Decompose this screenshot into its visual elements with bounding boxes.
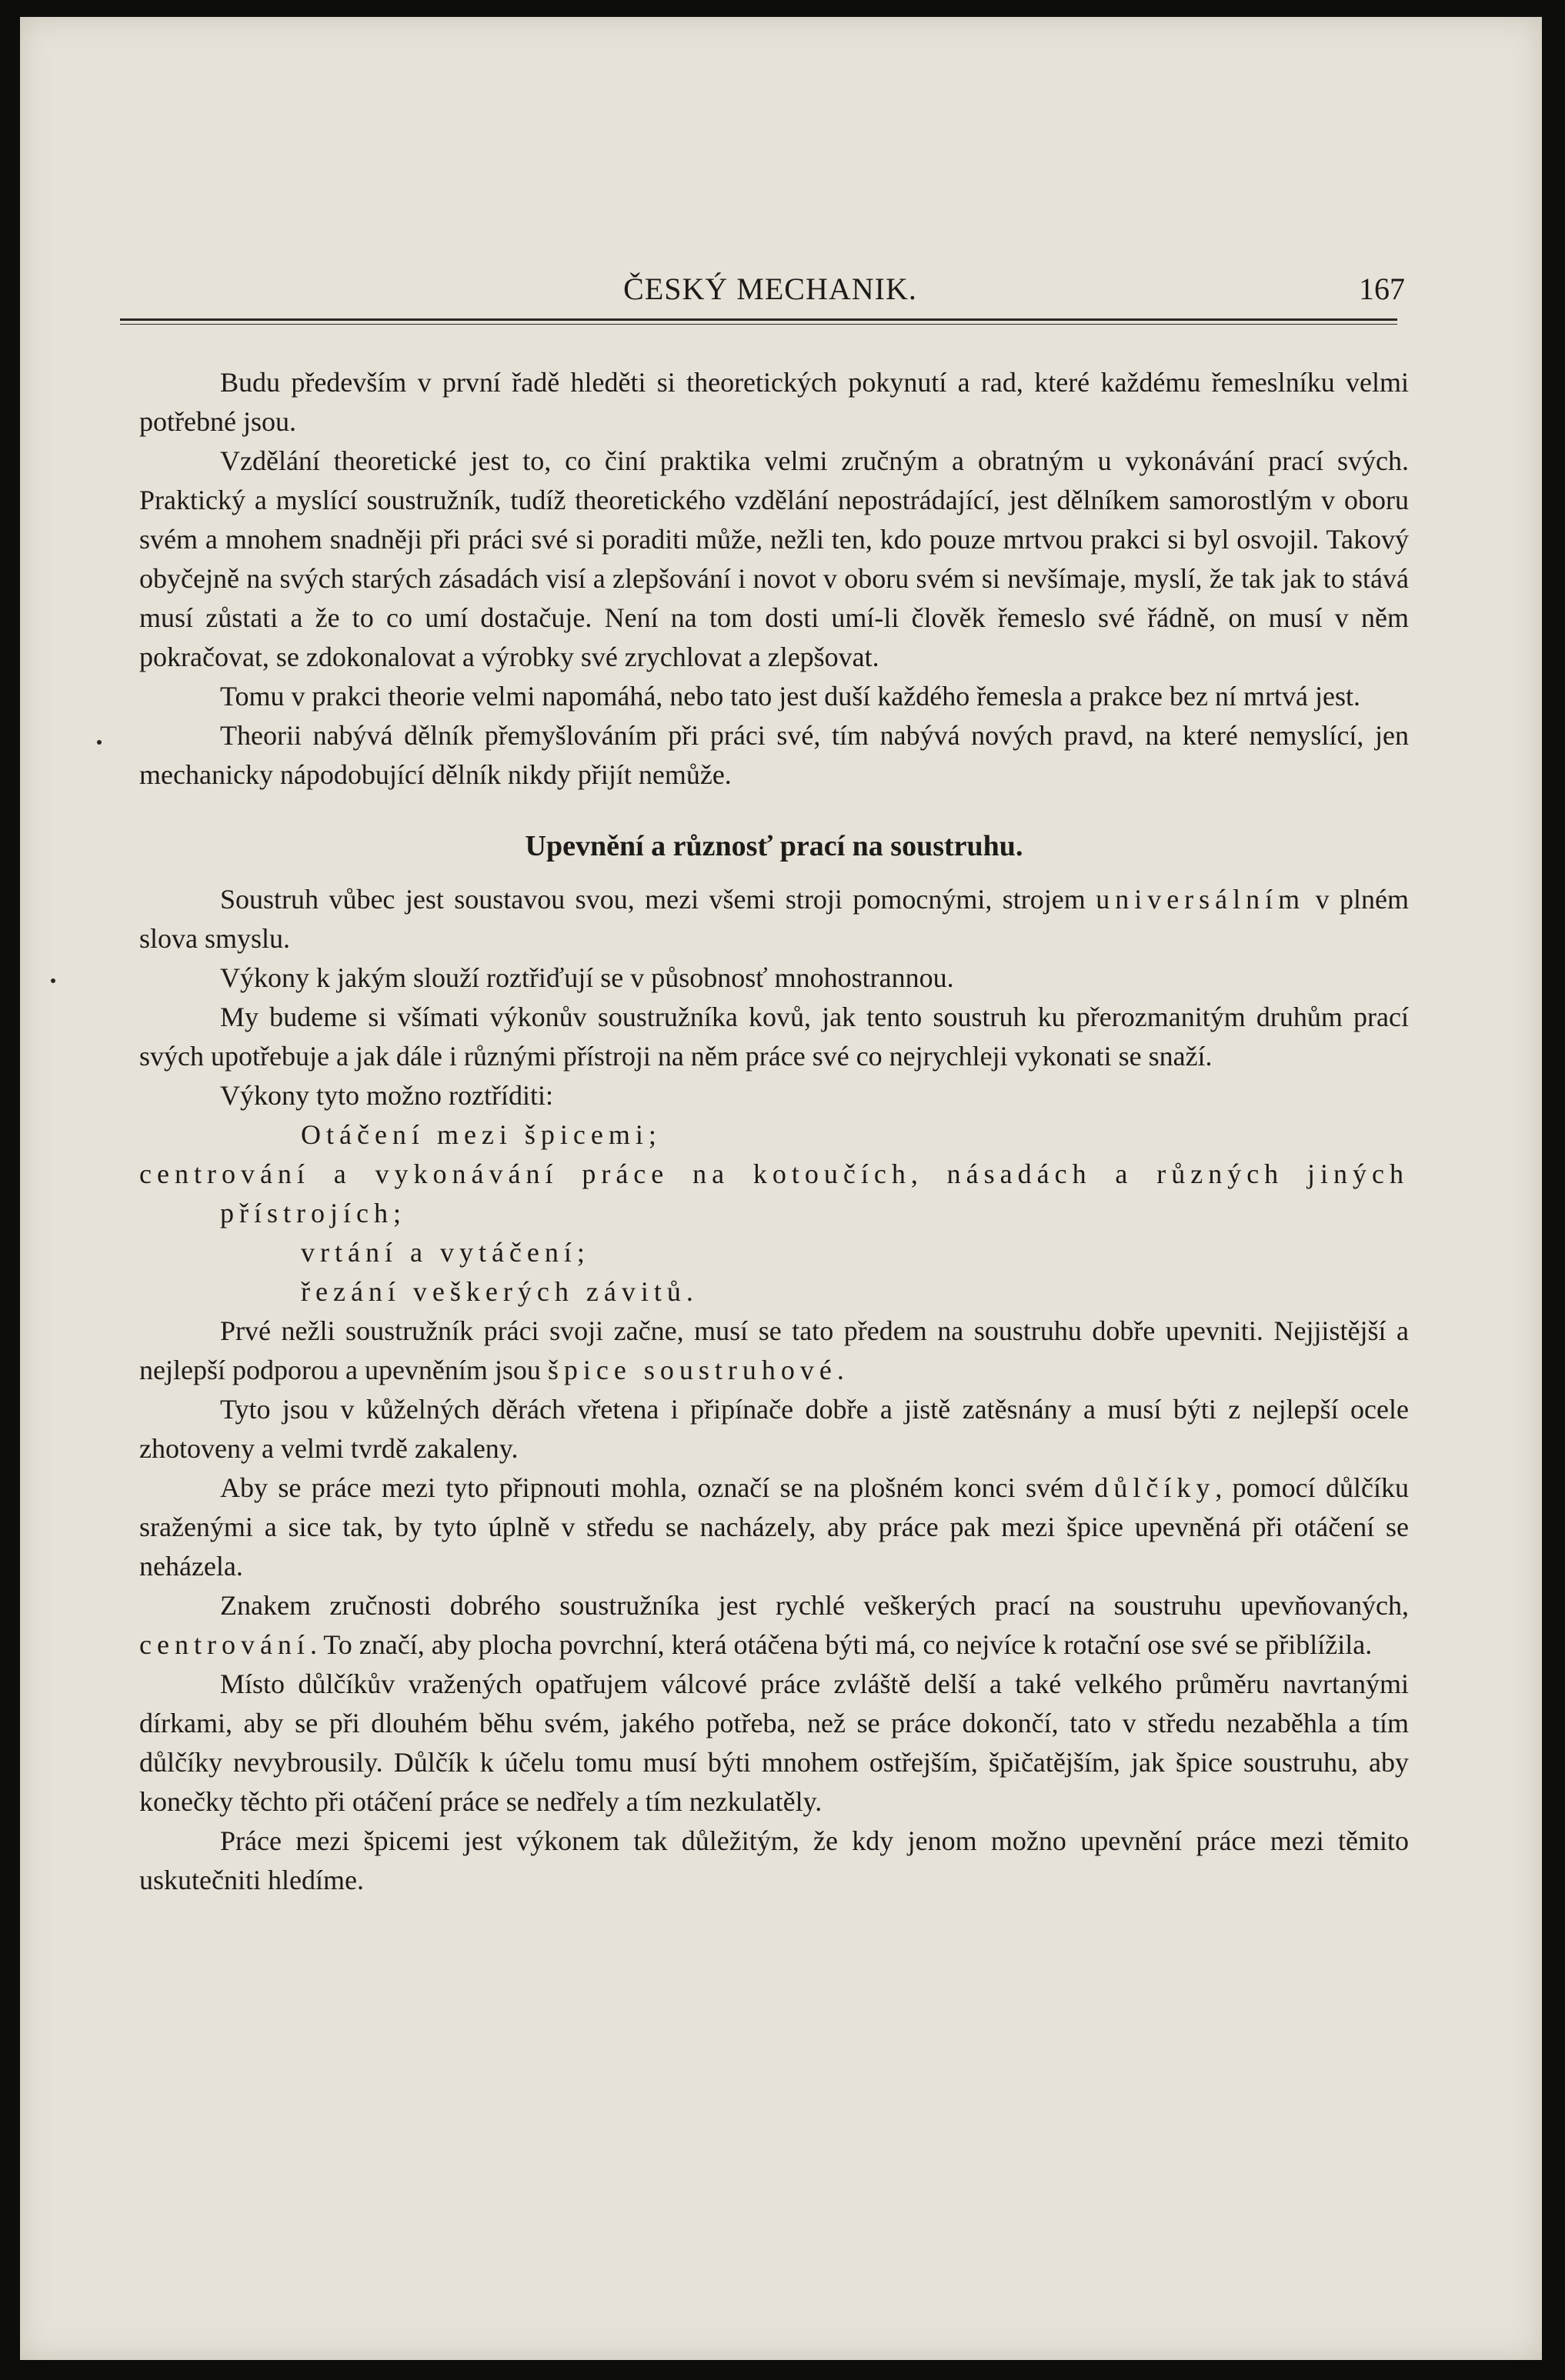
paragraph: My budeme si všímati výkonův soustružníka kovů, jak tento soustruh ku přerozmanitým druhům prací svých upotřebuje a jak dále i různými přístroji na něm práce své co nejrychleji vykonati se snaží. — [139, 1002, 1409, 1072]
emphasized-term: centrování — [139, 1629, 310, 1660]
page-body — [139, 363, 1409, 1900]
paragraph: Theorii nabývá dělník přemyšlováním při práci své, tím nabývá nových pravd, na které nemyslící, jen mechanicky nápodobující dělník nikdy přijít nemůže. — [139, 720, 1409, 790]
emphasized-term: universálním — [1096, 884, 1306, 915]
text-run: Soustruh vůbec jest soustavou svou, mezi všemi stroji pomocnými, strojem — [220, 884, 1096, 915]
text-run: . — [836, 1355, 844, 1385]
header-rule — [120, 318, 1397, 325]
scanned-page — [20, 17, 1542, 2360]
paragraph — [139, 880, 1409, 958]
margin-mark — [97, 740, 102, 745]
page-number: 167 — [1359, 272, 1405, 306]
paragraph: Budu především v první řadě hleděti si theoretických pokynutí a rad, které každému řemeslníku velmi potřebné jsou. — [139, 367, 1409, 437]
list-item: vrtání a vytáčení; — [301, 1237, 590, 1268]
text-run: Prvé nežli soustružník práci svoji začne, musí se tato předem na soustruhu dobře upevniti. Nejjistější a nejlepší podporou a upevněním jsou — [139, 1315, 1409, 1385]
paragraph: Výkony k jakým slouží roztřiďují se v působnosť mnohostrannou. — [220, 962, 954, 993]
paragraph — [139, 1586, 1409, 1665]
paragraph: Výkony tyto možno roztříditi: — [220, 1080, 553, 1111]
text-run: . To značí, aby plocha povrchní, která otáčena býti má, co nejvíce k rotační ose své se přiblížila. — [309, 1629, 1373, 1660]
list-item: Otáčení mezi špicemi; — [301, 1119, 662, 1150]
paragraph: Vzdělání theoretické jest to, co činí praktika velmi zručným a obratným u vykonávání prací svých. Praktický a myslící soustružník, tudíž theoretického vzdělání nepostrádající, jest dělníkem samorostlým v oboru svém a mnohem snadněji při práci své si poraditi může, nežli ten, kdo pouze mrtvou prakci si byl osvojil. Takový obyčejně na svých starých zásadách visí a zlepšování i novot v oboru svém si nevšímaje, myslí, že tak jak to stává musí zůstati a že to co umí dostačuje. Není na tom dosti umí-li člověk řemeslo své řádně, on musí v něm pokračovat, se zdokonalovat a výrobky své zrychlovat a zlepšovat. — [139, 445, 1409, 672]
margin-mark — [51, 978, 55, 983]
list-item: řezání veškerých závitů. — [301, 1276, 699, 1307]
text-run: v plném slova smyslu. — [139, 884, 1410, 954]
emphasized-term: důlčíky — [1094, 1472, 1216, 1503]
paragraph — [139, 1468, 1409, 1586]
text-run: , pomocí důlčíku sraženými a sice tak, by tyto úplně v středu se nacházely, aby práce pak mezi špice upevněná při otáčení se neházela. — [139, 1472, 1410, 1582]
emphasized-term: špice soustruhové — [547, 1355, 837, 1385]
paragraph: Tyto jsou v kůželných děrách vřetena i připínače dobře a jistě zatěsnány a musí býti z nejlepší ocele zhotoveny a velmi tvrdě zakaleny. — [139, 1394, 1409, 1464]
running-title: ČESKÝ MECHANIK. — [623, 272, 917, 306]
paragraph: Práce mezi špicemi jest výkonem tak důležitým, že kdy jenom možno upevnění práce mezi těmito uskutečniti hledíme. — [139, 1825, 1409, 1895]
text-run: Aby se práce mezi tyto připnouti mohla, označí se na plošném konci svém — [220, 1472, 1095, 1503]
section-heading: Upevnění a různosť prací na soustruhu. — [525, 830, 1023, 862]
paragraph — [139, 1312, 1409, 1390]
paragraph: Místo důlčíkův vražených opatřujem válcové práce zvláště delší a také velkého průměru navrtanými dírkami, aby se při dlouhém běhu svém, jakého potřeba, než se práce dokončí, tato v středu nezaběhla a tím důlčíky nevybrousily. Důlčík k účelu tomu musí býti mnohem ostřejším, špičatějším, jak špice soustruhu, aby konečky těchto při otáčení práce se nedřely a tím nezkulatěly. — [139, 1668, 1409, 1817]
paragraph: Tomu v prakci theorie velmi napomáhá, nebo tato jest duší každého řemesla a prakce bez ní mrtvá jest. — [220, 681, 1360, 712]
list-item: centrování a vykonávání práce na kotoučích, násadách a různých jiných přístrojích; — [139, 1158, 1409, 1228]
page-header — [135, 271, 1405, 325]
text-run: Znakem zručnosti dobrého soustružníka jest rychlé veškerých prací na soustruhu upevňovaných, — [220, 1590, 1409, 1621]
